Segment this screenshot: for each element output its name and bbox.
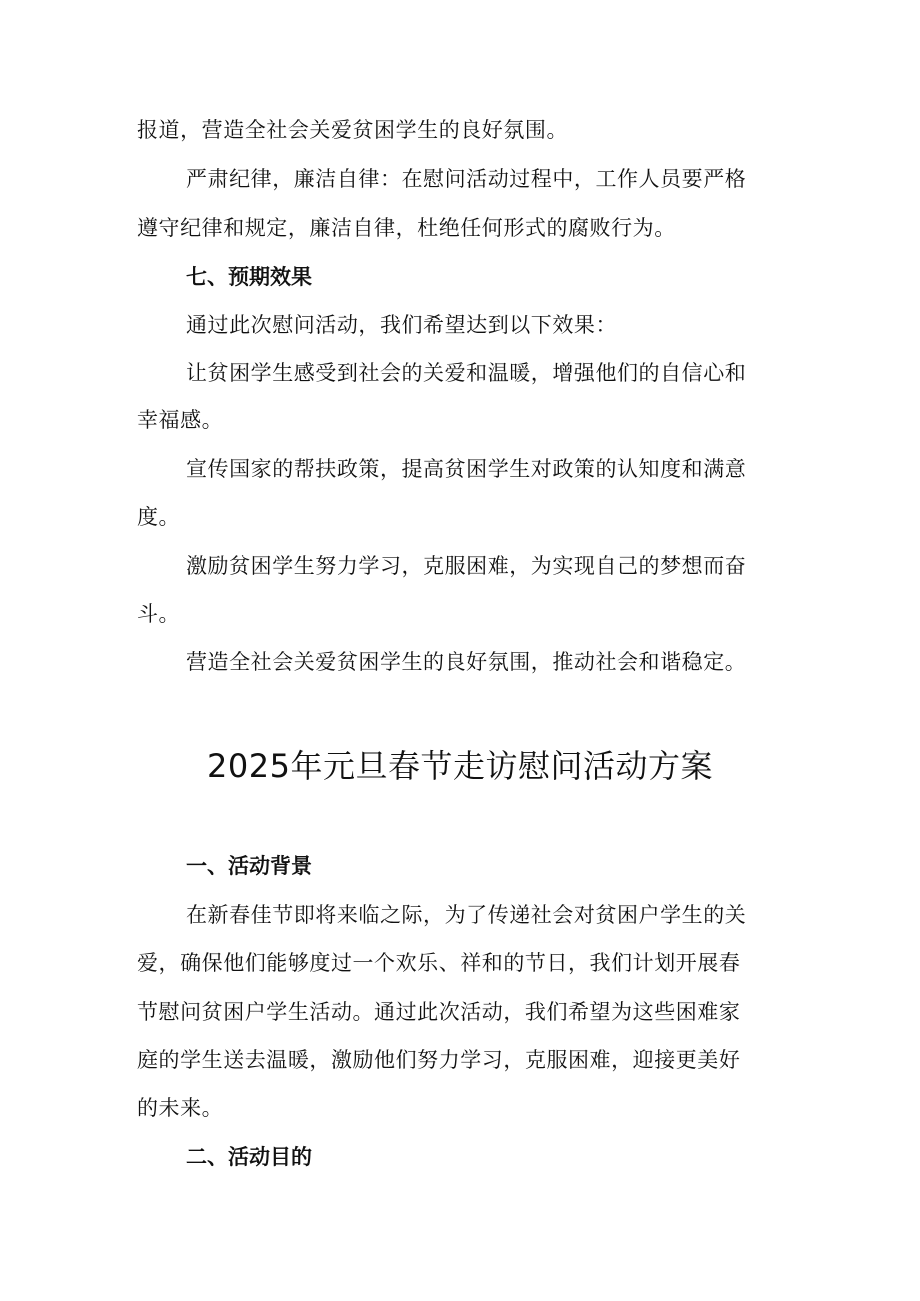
paragraph-line: 报道，营造全社会关爱贫困学生的良好氛围。 — [137, 118, 568, 142]
section-heading-7: 七、预期效果 — [186, 265, 312, 289]
paragraph-line: 宣传国家的帮扶政策，提高贫困学生对政策的认知度和满意 — [186, 457, 747, 481]
paragraph-line: 节慰问贫困户学生活动。通过此次活动，我们希望为这些困难家 — [137, 1000, 741, 1024]
paragraph-line: 的未来。 — [137, 1096, 224, 1120]
paragraph-line: 遵守纪律和规定，廉洁自律，杜绝任何形式的腐败行为。 — [137, 216, 676, 240]
paragraph-line: 斗。 — [137, 602, 181, 626]
paragraph-line: 度。 — [137, 505, 181, 529]
section-heading-2: 二、活动目的 — [186, 1145, 312, 1169]
section-heading-1: 一、活动背景 — [186, 854, 312, 878]
paragraph-line: 通过此次慰问活动，我们希望达到以下效果： — [186, 313, 617, 337]
paragraph-line: 在新春佳节即将来临之际，为了传递社会对贫困户学生的关 — [186, 903, 747, 927]
paragraph-line: 营造全社会关爱贫困学生的良好氛围，推动社会和谐稳定。 — [186, 650, 747, 674]
document-title: 2025年元旦春节走访慰问活动方案 — [207, 747, 713, 785]
paragraph-line: 庭的学生送去温暖，激励他们努力学习，克服困难，迎接更美好 — [137, 1048, 741, 1072]
paragraph-line: 严肃纪律，廉洁自律：在慰问活动过程中，工作人员要严格 — [186, 167, 747, 191]
paragraph-line: 幸福感。 — [137, 408, 224, 432]
paragraph-line: 让贫困学生感受到社会的关爱和温暖，增强他们的自信心和 — [186, 361, 747, 385]
paragraph-line: 激励贫困学生努力学习，克服困难，为实现自己的梦想而奋 — [186, 554, 747, 578]
paragraph-line: 爱，确保他们能够度过一个欢乐、祥和的节日，我们计划开展春 — [137, 951, 741, 975]
